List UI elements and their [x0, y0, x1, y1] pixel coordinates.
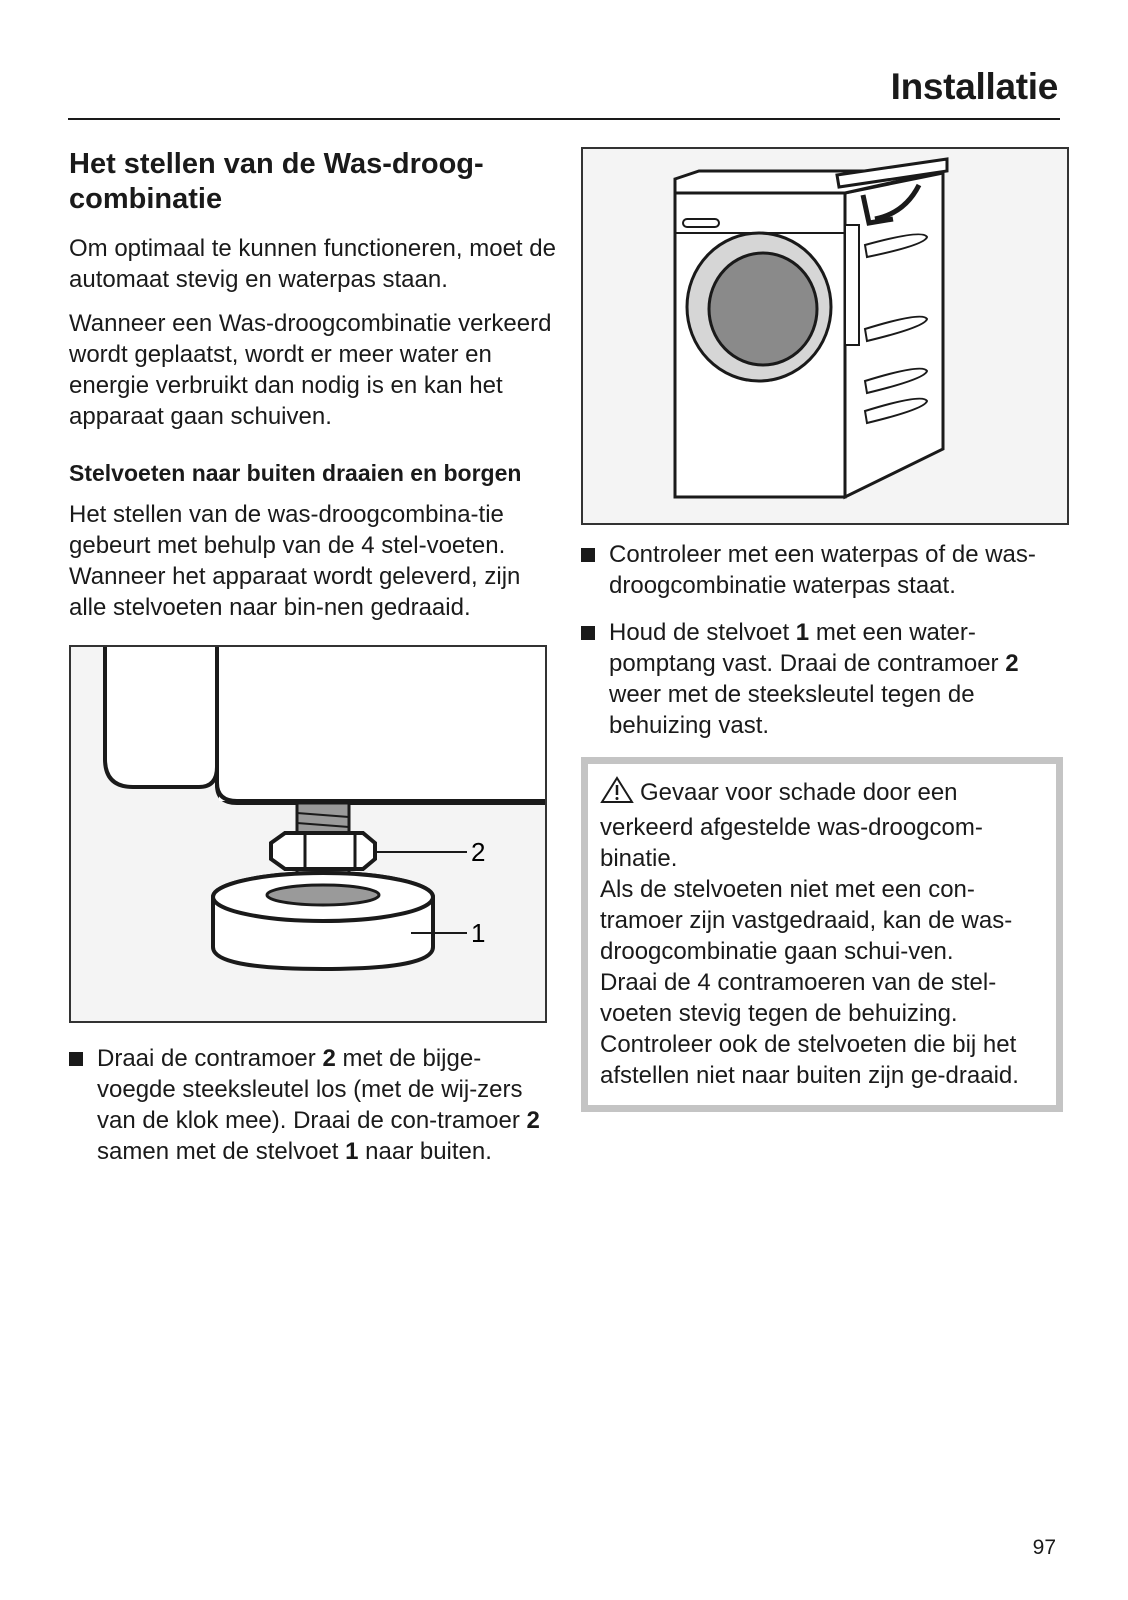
step1-text-c: samen met de stelvoet — [97, 1138, 346, 1165]
explanation-paragraph: Wanneer een Was-droogcombinatie verkeerd wordt geplaatst, wordt er meer water en energie verbruikt dan nodig is en kan het apparaat gaan schuiven. — [69, 310, 552, 430]
step2-text: Controleer met een waterpas of de was-droogcombinatie waterpas staat. — [609, 541, 1036, 599]
square-bullet-icon — [581, 548, 595, 562]
subheading: Stelvoeten naar buiten draaien en borgen — [69, 460, 522, 486]
step1-ref-nut: 2 — [322, 1045, 336, 1072]
figure-label-2: 2 — [471, 837, 486, 867]
step1-text-a: Draai de contramoer — [97, 1045, 323, 1072]
step1-text-b: met de bijge-voegde steeksleutel los (met de wij-zers van de klok mee). Draai de con-tramoer — [97, 1045, 527, 1134]
warning-box — [581, 757, 1063, 1112]
step1-ref-nut-2: 2 — [526, 1107, 540, 1134]
washer-dryer-figure — [581, 147, 1069, 525]
warning-line-2: Als de stelvoeten niet met een con-tramoer zijn vastgedraaid, kan de was-droogcombinatie gaan schui-ven. — [600, 876, 1013, 965]
square-bullet-icon — [581, 626, 595, 640]
right-steps-list — [581, 539, 1071, 741]
intro-paragraph: Om optimaal te kunnen functioneren, moet de automaat stevig en waterpas staan. — [69, 235, 556, 293]
step-check-level — [581, 539, 1071, 601]
step3-ref-nut: 2 — [1005, 650, 1019, 677]
step-tighten-nut — [581, 617, 1071, 741]
warning-triangle-icon — [600, 776, 634, 812]
figure-label-1: 1 — [471, 918, 486, 948]
step1-text-d: naar buiten. — [358, 1138, 492, 1165]
left-column — [69, 147, 559, 1183]
step3-text-b: met een water-pomptang vast. Draai de contramoer — [609, 619, 1006, 677]
step-loosen-nut — [69, 1043, 559, 1167]
page-number: 97 — [1032, 1536, 1056, 1559]
step3-text-c: weer met de steeksleutel tegen de behuizing vast. — [609, 681, 975, 739]
warning-line-1: Gevaar voor schade door een verkeerd afgestelde was-droogcom-binatie. — [600, 779, 983, 872]
feet-paragraph: Het stellen van de was-droogcombina-tie gebeurt met behulp van de 4 stel-voeten. Wanneer het apparaat wordt geleverd, zijn alle stelvoeten naar bin-nen gedraaid. — [69, 501, 521, 621]
header-rule — [68, 118, 1060, 120]
warning-title — [600, 776, 1042, 874]
step3-text-a: Houd de stelvoet — [609, 619, 796, 646]
step3-ref-foot: 1 — [795, 619, 810, 646]
warning-line-3: Draai de 4 contramoeren van de stel-voeten stevig tegen de behuizing. Controleer ook de stelvoeten die bij het afstellen niet naar buiten zijn ge-draaid. — [600, 969, 1019, 1089]
section-title: Installatie — [890, 66, 1058, 107]
leveling-foot-figure — [69, 645, 547, 1023]
page-heading: Het stellen van de Was-droog-combinatie — [69, 148, 484, 215]
square-bullet-icon — [69, 1052, 83, 1066]
left-steps-list — [69, 1043, 559, 1167]
step1-ref-foot: 1 — [345, 1138, 359, 1165]
right-column — [581, 147, 1071, 1112]
